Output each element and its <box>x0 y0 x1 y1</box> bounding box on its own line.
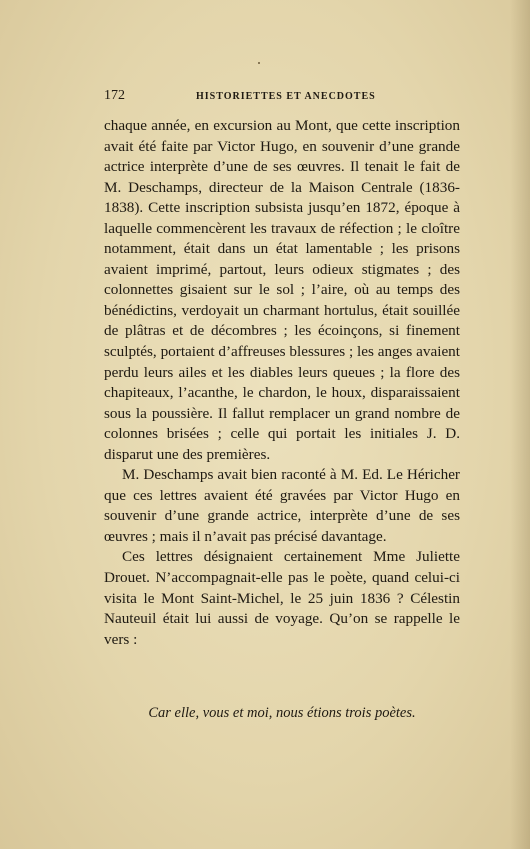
page-edge-shadow <box>510 0 530 849</box>
page-header <box>104 88 460 108</box>
body-text <box>104 116 460 650</box>
ink-speck <box>258 62 260 64</box>
running-head: HISTORIETTES ET ANECDOTES <box>196 91 376 102</box>
page-number: 172 <box>104 88 125 103</box>
paragraph-2: M. Deschamps avait bien raconté à M. Ed. Le Héricher que ces lettres avaient été gravées par Victor Hugo en souvenir d’une grande actrice, interprète d’une de ses œuvres ; mais il n’avait pas précisé davantage. <box>104 466 460 545</box>
paragraph-3: Ces lettres désignaient certainement Mme Juliette Drouet. N’accompagnait-elle pas le poète, quand celui-ci visita le Mont Saint-Michel, le 25 juin 1836 ? Célestin Nauteuil était lui aussi de voyage. Qu’on se rappelle le vers : <box>104 548 460 648</box>
verse-quote: Car elle, vous et moi, nous étions trois poètes. <box>148 705 416 721</box>
paragraph-1: chaque année, en excursion au Mont, que cette inscription avait été faite par Victor Hugo, en souvenir d’une grande actrice interprète d’une de ses œuvres. Il tenait le fait de M. Deschamps, directeur de la Maison Centrale (1836-1838). Cette inscription subsista jusqu’en 1872, époque à laquelle commencèrent les travaux de réfection ; le cloître notamment, était dans un état lamentable ; les prisons avaient imprimé, partout, leurs odieux stigmates ; des colonnettes gisaient sur le sol ; l’aire, où au temps des bénédictins, verdoyait un charmant hortulus, était souillée de plâtras et de décombres ; les écoinçons, si finement sculptés, portaient d’affreuses blessures ; les anges avaient perdu leurs ailes et les diables leurs queues ; la flore des chapiteaux, l’acanthe, le chardon, le houx, disparaissaient sous la poussière. Il fallut remplacer un grand nombre de colonnes brisées ; celle qui portait les initiales J. D. disparut une des premières. <box>104 117 460 463</box>
